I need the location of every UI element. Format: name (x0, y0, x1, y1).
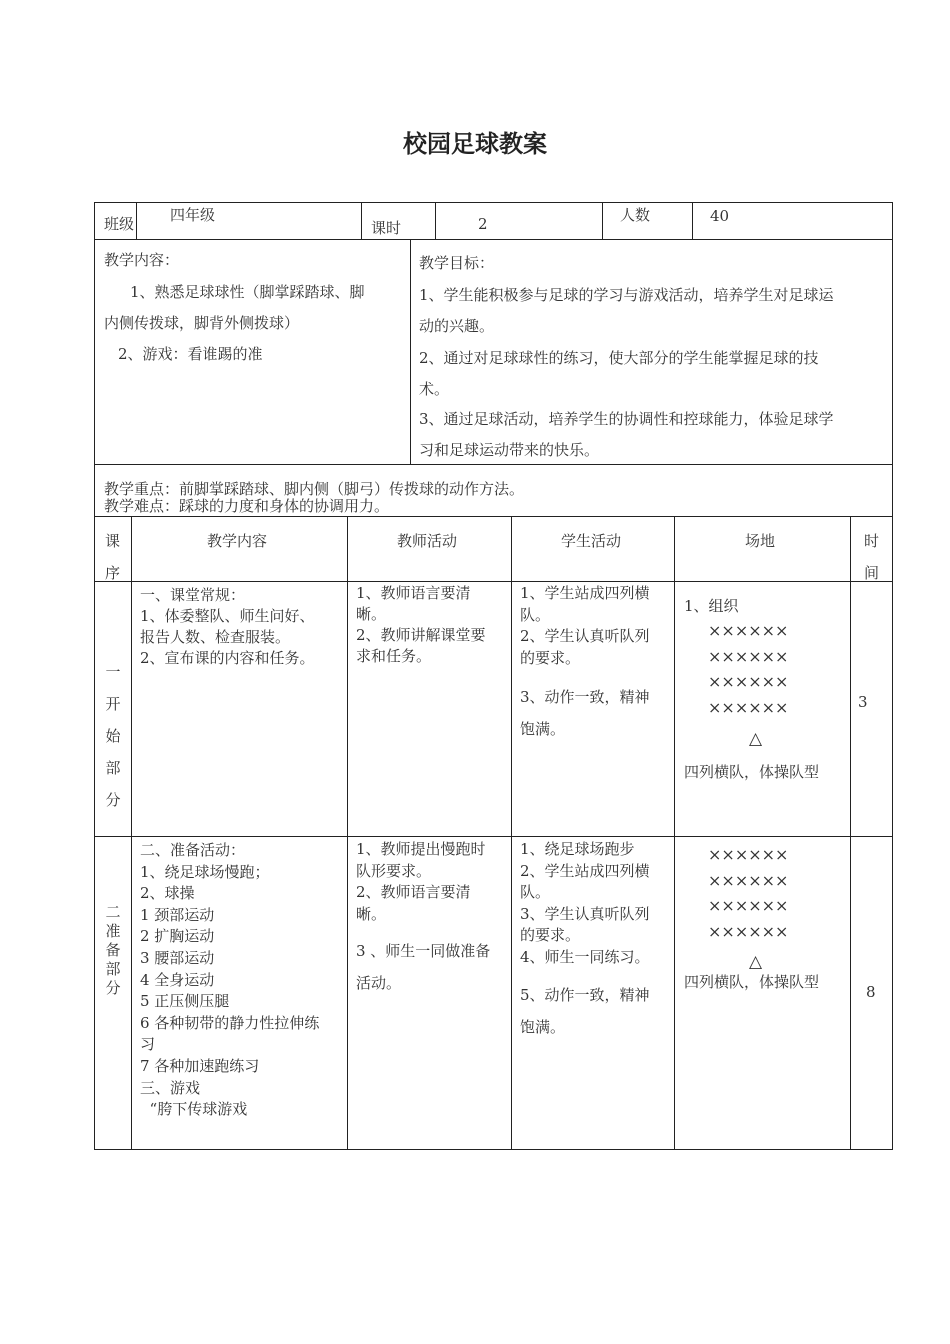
formation-row: ×××××× (708, 896, 789, 915)
content-line: 1 颈部运动 (140, 905, 215, 924)
student-line: 2、学生站成四列横 (520, 861, 650, 880)
key-points: 教学重点：前脚掌踩踏球、脚内侧（脚弓）传拨球的动作方法。 (104, 480, 525, 498)
student-line: 4、师生一同练习。 (520, 947, 650, 966)
section1-char: 分 (105, 791, 121, 809)
teacher-line: 2、教师讲解课堂要 (356, 626, 486, 644)
section2-teacher-a (356, 839, 486, 925)
section1-char: 始 (105, 727, 121, 745)
student-line: 的要求。 (520, 648, 581, 667)
objective-line2: 动的兴趣。 (419, 317, 495, 335)
section2-name (95, 903, 131, 998)
objectives-label: 教学目标： (419, 254, 495, 272)
section2-char: 备 (105, 941, 121, 959)
content-line: 三、游戏 (140, 1078, 201, 1097)
section2-student-b (520, 979, 650, 1043)
teacher-line: 晰。 (356, 605, 387, 623)
student-line: 3、学生认真听队列 (520, 904, 650, 923)
formation-row: ×××××× (708, 845, 789, 864)
teacher-line: 活动。 (356, 974, 402, 992)
content-line: 3 腰部运动 (140, 948, 215, 967)
formation-row: ×××××× (708, 672, 789, 691)
content-item1-line1: 1、熟悉足球球性（脚掌踩踏球、脚 (130, 283, 365, 301)
section1-char: 部 (105, 759, 121, 777)
student-line: 队。 (520, 883, 551, 901)
section2-char: 分 (105, 979, 121, 997)
formation-row: ×××××× (708, 621, 789, 640)
content-item2: 2、游戏：看谁踢的准 (118, 345, 263, 363)
col-venue: 场地 (745, 532, 776, 550)
formation-row: ×××××× (708, 870, 789, 890)
section2-student-a (520, 839, 650, 968)
section1-content (140, 585, 315, 669)
teacher-line: 1、教师提出慢跑时 (356, 840, 486, 858)
section2-char: 部 (105, 960, 121, 978)
content-line: 1、体委整队、师生问好、 (140, 607, 315, 625)
section1-char: 一 (105, 663, 121, 681)
class-label: 班级 (104, 215, 135, 233)
objective-line3: 2、通过对足球球性的练习，使大部分的学生能掌握足球的技 (419, 349, 819, 367)
student-line: 5、动作一致，精神 (520, 986, 650, 1004)
teacher-line: 求和任务。 (356, 647, 432, 665)
class-value: 四年级 (170, 206, 216, 224)
student-line: 1、学生站成四列横 (520, 584, 650, 602)
teacher-marker-icon: △ (749, 729, 763, 749)
formation-row: ×××××× (708, 646, 789, 666)
section2-time: 8 (866, 983, 876, 1001)
section2-formation (708, 842, 788, 944)
section1-student-b (520, 681, 650, 745)
section2-teacher-b (356, 935, 490, 999)
teacher-marker-icon: △ (749, 952, 763, 972)
formation-row: ×××××× (708, 697, 789, 717)
content-line: 2、球操 (140, 884, 195, 903)
count-label: 人数 (620, 206, 651, 224)
section2-char: 准 (105, 922, 121, 940)
section2-content (140, 840, 319, 1121)
objective-line6: 习和足球运动带来的快乐。 (419, 441, 600, 459)
teacher-line: 2、教师语言要清 (356, 883, 471, 901)
content-line: 2、宣布课的内容和任务。 (140, 649, 315, 667)
col-order-2: 序 (105, 564, 121, 582)
section1-teacher (356, 583, 486, 667)
col-order-1: 课 (105, 532, 121, 550)
section2-char: 二 (105, 903, 121, 921)
content-line: 4 全身运动 (140, 970, 215, 989)
period-value: 2 (478, 215, 488, 233)
col-time-1: 时 (864, 532, 880, 550)
period-label: 课时 (371, 219, 402, 237)
col-content: 教学内容 (207, 532, 268, 550)
content-line: 二、准备活动： (140, 841, 246, 859)
formation-row: ×××××× (708, 921, 789, 941)
difficulties: 教学难点：踩球的力度和身体的协调用力。 (104, 497, 390, 515)
content-item1-line2: 内侧传拨球，脚背外侧拨球） (104, 314, 300, 332)
teacher-line: 晰。 (356, 904, 387, 923)
student-line: 3、动作一致，精神 (520, 688, 650, 706)
student-line: 队。 (520, 605, 551, 624)
count-value: 40 (710, 207, 730, 225)
section1-time: 3 (858, 693, 868, 711)
col-time-2: 间 (864, 564, 880, 582)
section1-name (95, 656, 131, 816)
section2-venue-caption: 四列横队，体操队型 (684, 973, 820, 991)
section1-student-a (520, 583, 650, 669)
section1-char: 开 (105, 695, 121, 713)
teacher-line: 队形要求。 (356, 861, 432, 880)
content-line: 7 各种加速跑练习 (140, 1056, 260, 1075)
student-line: 饱满。 (520, 1018, 566, 1036)
content-line: 2 扩胸运动 (140, 927, 215, 946)
col-student: 学生活动 (561, 532, 622, 550)
teacher-line: 1、教师语言要清 (356, 584, 471, 602)
content-line: 习 (140, 1035, 156, 1054)
objective-line1: 1、学生能积极参与足球的学习与游戏活动，培养学生对足球运 (419, 286, 834, 304)
content-line: 1、绕足球场慢跑； (140, 862, 270, 881)
objective-line4: 术。 (419, 380, 450, 398)
page-title: 校园足球教案 (403, 130, 547, 158)
student-line: 的要求。 (520, 926, 581, 944)
teacher-line: 3 、师生一同做准备 (356, 942, 491, 960)
section1-formation (708, 618, 788, 720)
section1-venue-caption: 四列横队，体操队型 (684, 763, 820, 781)
content-label: 教学内容： (104, 251, 180, 269)
student-line: 饱满。 (520, 720, 566, 738)
student-line: 1、绕足球场跑步 (520, 840, 635, 858)
content-line: 6 各种韧带的静力性拉伸练 (140, 1013, 320, 1032)
objective-line5: 3、通过足球活动，培养学生的协调性和控球能力，体验足球学 (419, 410, 834, 428)
content-line: “胯下传球游戏 (140, 1100, 248, 1119)
student-line: 2、学生认真听队列 (520, 627, 650, 645)
col-teacher: 教师活动 (397, 532, 458, 550)
content-line: 报告人数、检查服装。 (140, 628, 291, 646)
content-line: 5 正压侧压腿 (140, 992, 230, 1011)
section1-venue-title: 1、组织 (684, 597, 739, 615)
content-line: 一、课堂常规： (140, 586, 246, 604)
